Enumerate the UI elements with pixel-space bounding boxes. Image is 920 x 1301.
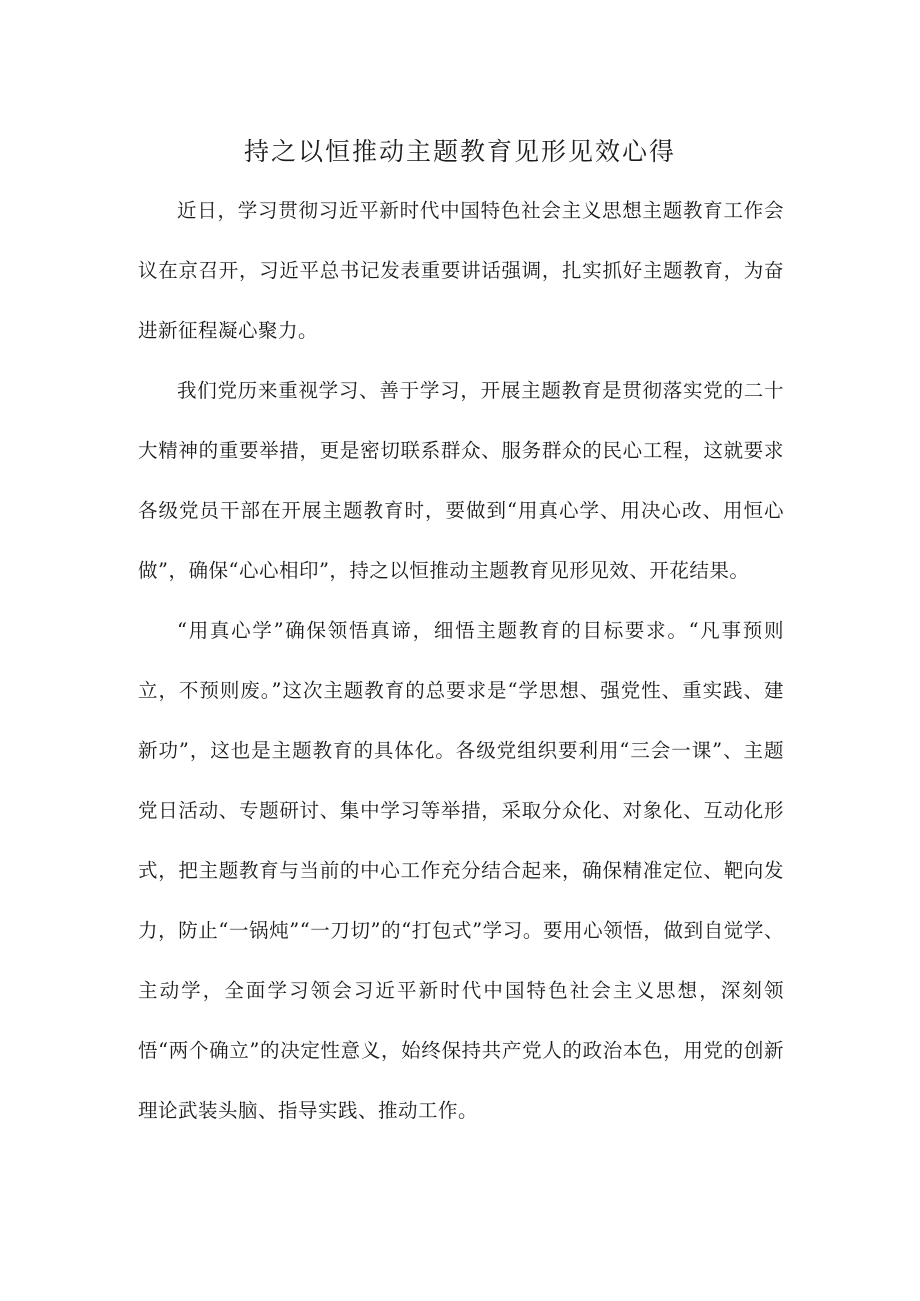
document-body xyxy=(138,181,784,1141)
paragraph-1: 近日，学习贯彻习近平新时代中国特色社会主义思想主题教育工作会议在京召开，习近平总书记发表重要讲话强调，扎实抓好主题教育，为奋进新征程凝心聚力。 xyxy=(138,199,784,342)
document-title: 持之以恒推动主题教育见形见效心得 xyxy=(243,137,676,166)
paragraph-2: 我们党历来重视学习、善于学习，开展主题教育是贯彻落实党的二十大精神的重要举措，更是密切联系群众、服务群众的民心工程，这就要求各级党员干部在开展主题教育时，要做到“用真心学、用决心改、用恒心做”，确保“心心相印”，持之以恒推动主题教育见形见效、开花结果。 xyxy=(138,379,784,582)
paragraph-3: “用真心学”确保领悟真谛，细悟主题教育的目标要求。“凡事预则立，不预则废。”这次主题教育的总要求是“学思想、强党性、重实践、建新功”，这也是主题教育的具体化。各级党组织要利用“三会一课”、主题党日活动、专题研讨、集中学习等举措，采取分众化、对象化、互动化形式，把主题教育与当前的中心工作充分结合起来，确保精准定位、靶向发力，防止“一锅炖”“一刀切”的“打包式”学习。要用心领悟，做到自觉学、主动学，全面学习领会习近平新时代中国特色社会主义思想，深刻领悟“两个确立”的决定性意义，始终保持共产党人的政治本色，用党的创新理论武装头脑、指导实践、推动工作。 xyxy=(138,619,784,1122)
